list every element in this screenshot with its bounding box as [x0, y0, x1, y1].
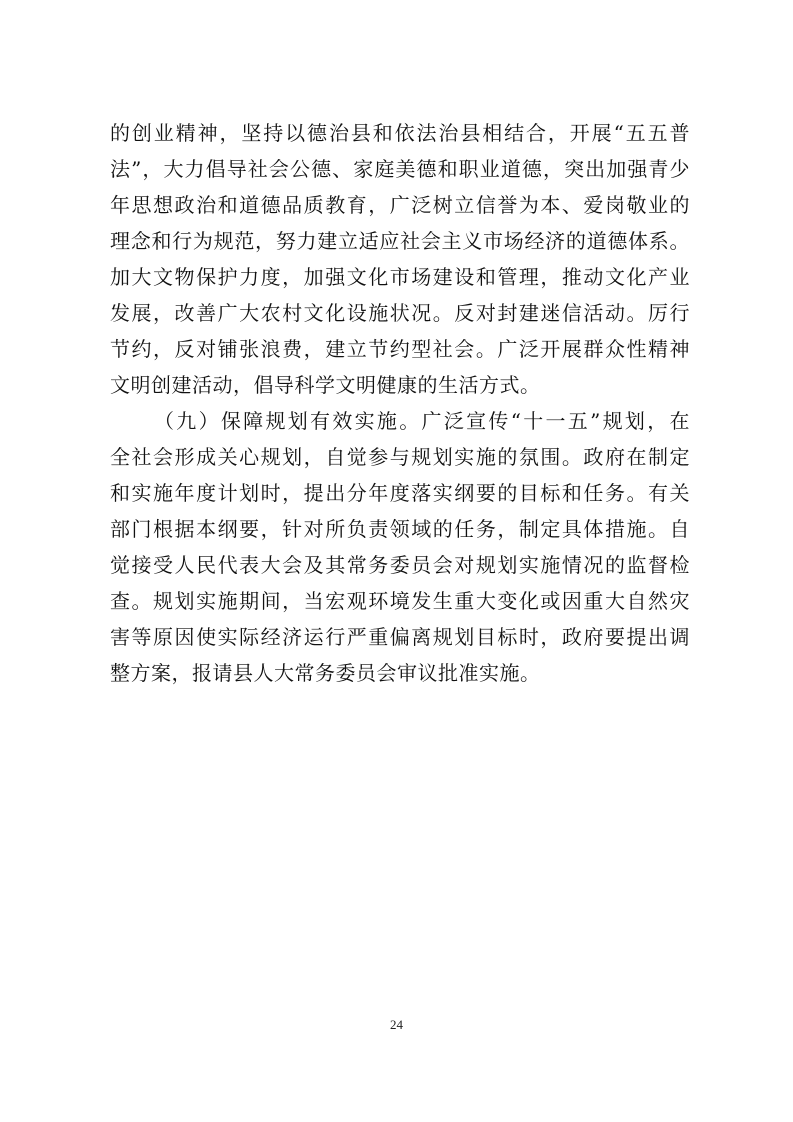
text-line: 觉接受人民代表大会及其常务委员会对规划实施情况的监督检 [110, 553, 690, 577]
text-line: 害等原因使实际经济运行严重偏离规划目标时，政府要提出调 [110, 625, 690, 649]
text-line: 查。规划实施期间，当宏观环境发生重大变化或因重大自然灾 [110, 589, 690, 613]
text-line: 加大文物保护力度，加强文化市场建设和管理，推动文化产业 [110, 265, 690, 289]
text-line: 部门根据本纲要，针对所负责领域的任务，制定具体措施。自 [110, 517, 690, 541]
text-line: 全社会形成关心规划，自觉参与规划实施的氛围。政府在制定 [110, 445, 690, 469]
text-line: 和实施年度计划时，提出分年度落实纲要的目标和任务。有关 [110, 481, 690, 505]
text-line: 法”，大力倡导社会公德、家庭美德和职业道德，突出加强青少 [110, 157, 690, 181]
text-line: 整方案，报请县人大常务委员会审议批准实施。 [110, 661, 541, 685]
text-line: 理念和行为规范，努力建立适应社会主义市场经济的道德体系。 [110, 229, 690, 253]
page-number: 24 [390, 1017, 403, 1032]
text-line: 文明创建活动，倡导科学文明健康的生活方式。 [110, 373, 541, 397]
text-line: 发展，改善广大农村文化设施状况。反对封建迷信活动。厉行 [110, 301, 690, 325]
text-line: 节约，反对铺张浪费，建立节约型社会。广泛开展群众性精神 [110, 337, 690, 361]
text-line: 年思想政治和道德品质教育，广泛树立信誉为本、爱岗敬业的 [110, 193, 690, 217]
text-line: 的创业精神，坚持以德治县和依法治县相结合，开展“五五普 [110, 121, 690, 145]
body-text [110, 115, 690, 691]
text-line-paragraph-start: （九）保障规划有效实施。广泛宣传“十一五”规划，在 [154, 409, 690, 433]
